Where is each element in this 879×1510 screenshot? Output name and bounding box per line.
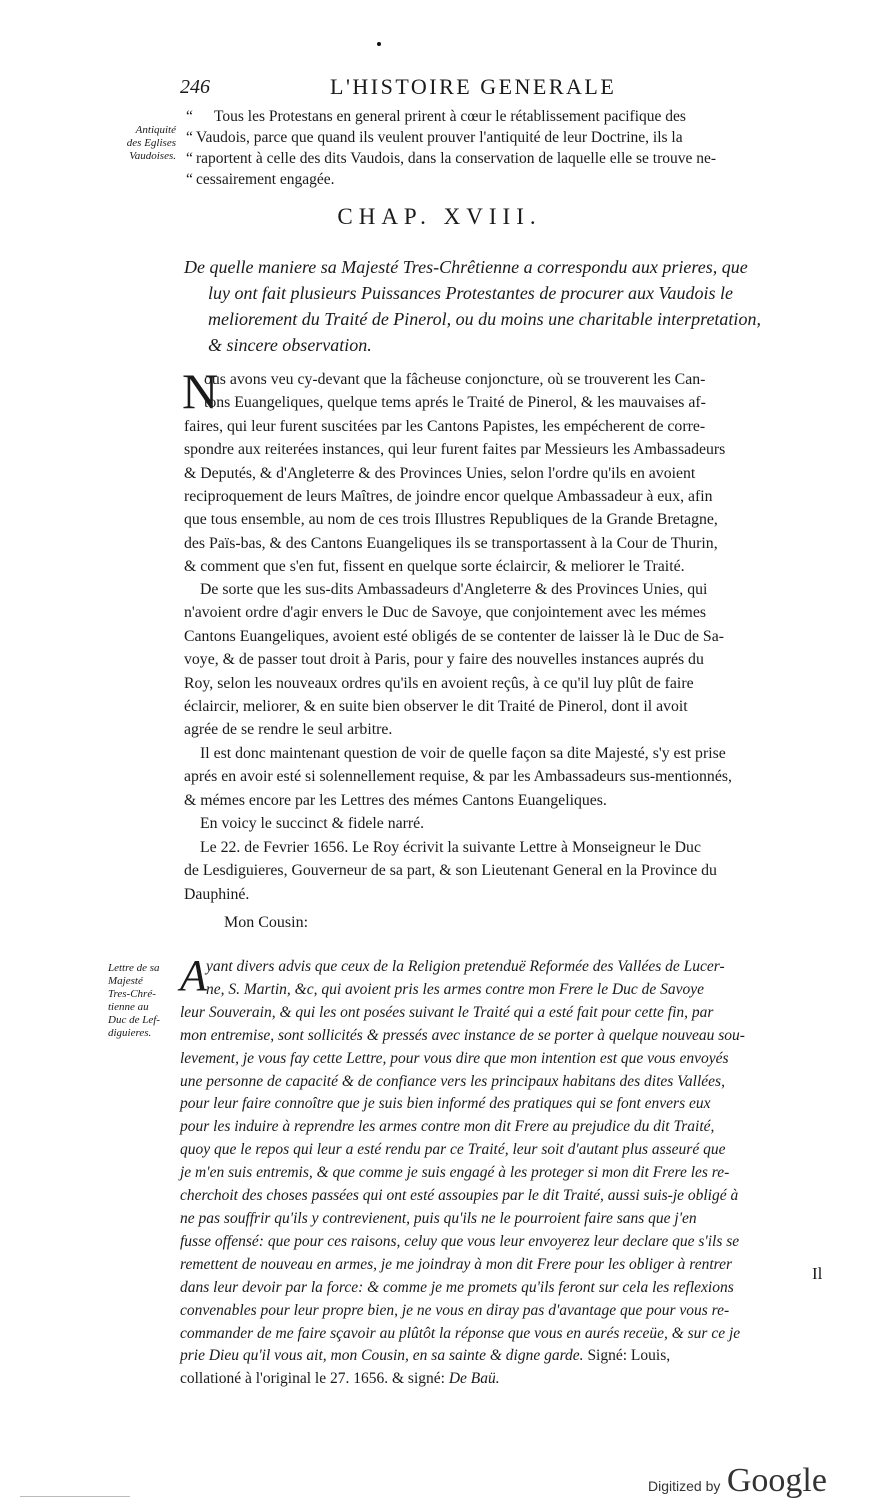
letter-line: fusse offensé: que pour ces raisons, celuy que vous leur envoyerez leur declare que s'ils se bbox=[180, 1232, 740, 1250]
page-number: 246 bbox=[180, 76, 210, 98]
body-line: spondre aux reiterées instances, qui leur furent faites par Messieurs les Ambassadeurs bbox=[184, 441, 726, 459]
body-line: Le 22. de Fevrier 1656. Le Roy écrivit la suivante Lettre à Monseigneur le Duc bbox=[200, 839, 701, 856]
letter-line: ne, S. Martin, &c, qui avoient pris les armes contre mon Frere le Duc de Savoye bbox=[206, 980, 705, 998]
body-paragraph-4 bbox=[184, 812, 830, 835]
quote-mark: “ bbox=[186, 129, 193, 146]
quote-mark: “ bbox=[186, 171, 193, 188]
chapter-title-line: De quelle maniere sa Majesté Tres-Chrêtienne a correspondu aux prieres, que bbox=[184, 257, 748, 277]
body-line: voye, & de passer tout droit à Paris, pour y faire des nouvelles instances auprés du bbox=[184, 651, 704, 669]
body-line: En voicy le succinct & fidele narré. bbox=[200, 815, 425, 832]
body-line: Dauphiné. bbox=[184, 885, 250, 903]
quote-mark: “ bbox=[186, 150, 193, 167]
margin-note-antiquite bbox=[104, 124, 176, 163]
chapter-title-line: meliorement du Traité de Pinerol, ou du moins une charitable interpretation, bbox=[208, 309, 761, 329]
body-line: aprés en avoir esté si solennellement requise, & par les Ambassadeurs sus-mentionnés, bbox=[184, 768, 732, 786]
margin-note-line: diguieres. bbox=[108, 1027, 152, 1039]
body-paragraph-2 bbox=[184, 578, 830, 742]
body-line: reciproquement de leurs Maîtres, de joindre encor quelque Ambassadeur à eux, afin bbox=[184, 488, 713, 506]
body-line: éclaircir, meliorer, & en suite bien observer le dit Traité de Pinerol, dont il avoit bbox=[184, 698, 688, 716]
margin-note-lettre bbox=[108, 962, 170, 1040]
letter-line: cherchoit des choses passées qui ont esté assoupies par le dit Traité, aussi suis-je obligé à bbox=[180, 1187, 739, 1205]
running-title: L'HISTOIRE GENERALE bbox=[330, 74, 617, 99]
body-line: que tous ensemble, au nom de ces trois Illustres Republiques de la Grande Bretagne, bbox=[184, 511, 718, 529]
digitized-by-google-watermark bbox=[648, 1462, 827, 1500]
margin-note-line: Majesté bbox=[108, 975, 143, 987]
quote-line: “ Tous les Protestans en general prirent à cœur le rétablissement pacifique des bbox=[186, 108, 686, 125]
digitized-prefix: Digitized by bbox=[648, 1478, 721, 1494]
body-line: n'avoient ordre d'agir envers le Duc de Savoye, que conjointement avec les mémes bbox=[184, 604, 706, 622]
quote-line: “ raportent à celle des dits Vaudois, dans la conservation de laquelle elle se trouve ne- bbox=[186, 150, 717, 167]
opening-quote bbox=[186, 106, 836, 190]
body-paragraph-1 bbox=[182, 363, 830, 579]
body-line: De sorte que les sus-dits Ambassadeurs d'Angleterre & des Provinces Unies, qui bbox=[200, 581, 708, 598]
body-paragraph-3 bbox=[184, 742, 830, 812]
running-header bbox=[180, 76, 832, 104]
body-line: Il est donc maintenant question de voir de quelle façon sa dite Majesté, s'y est prise bbox=[200, 745, 726, 762]
margin-note-line: des Eglises bbox=[126, 137, 176, 149]
body-line: & comment que s'en fut, fissent en quelque sorte éclaircir, & meliorer le Traité. bbox=[184, 558, 685, 576]
body-line: de Lesdiguieres, Gouverneur de sa part, & son Lieutenant General en la Province du bbox=[184, 862, 717, 880]
letter-line: levement, je vous fay cette Lettre, pour vous dire que mon intention est que vous envoyés bbox=[180, 1049, 729, 1067]
letter-closing: prie Dieu qu'il vous ait, mon Cousin, en sa sainte & digne garde. bbox=[180, 1347, 584, 1365]
letter-drop-cap: A bbox=[180, 951, 207, 1000]
page-dot bbox=[377, 42, 381, 46]
letter-line: une personne de capacité & de confiance vers les principaux habitans des dites Vallées, bbox=[180, 1072, 725, 1090]
letter-line: dans leur devoir par la force: & comme je me promets qu'ils feront sur cela les reflexions bbox=[180, 1278, 734, 1296]
body-line: faires, qui leur furent suscitées par les Cantons Papistes, les empécherent de corre- bbox=[184, 417, 706, 435]
letter-line: leur Souverain, & qui les ont posées suivant le Traité qui a esté fait pour cette fin, par bbox=[180, 1003, 714, 1021]
margin-note-line: Duc de Lef- bbox=[108, 1014, 160, 1026]
body-line: & mémes encore par les Lettres des mémes Cantons Euangeliques. bbox=[184, 791, 607, 809]
margin-note-line: Lettre de sa bbox=[108, 962, 160, 974]
letter-line-last bbox=[180, 1345, 830, 1368]
body-paragraph-5 bbox=[184, 836, 830, 906]
quote-line: “ Vaudois, parce que quand ils veulent prouver l'antiquité de leur Doctrine, ils la bbox=[186, 129, 683, 146]
chapter-heading: CHAP. XVIII. bbox=[337, 204, 542, 229]
letter-line: pour les induire à reprendre les armes contre mon dit Frere au prejudice du dit Traité, bbox=[180, 1118, 715, 1136]
collation-line bbox=[180, 1368, 830, 1391]
bottom-rule bbox=[20, 1496, 130, 1497]
body-line: Roy, selon les nouveaux ordres qu'ils en avoient reçûs, à ce qu'il luy plût de faire bbox=[184, 674, 694, 692]
salutation: Mon Cousin: bbox=[224, 914, 309, 931]
signer-name: De Baü. bbox=[448, 1370, 500, 1388]
quote-line: “ cessairement engagée. bbox=[186, 171, 335, 188]
body-line: tons Euangeliques, quelque tems aprés le Traité de Pinerol, & les mauvaises af- bbox=[204, 394, 706, 412]
quote-mark: “ bbox=[186, 108, 193, 125]
chapter-title-line: & sincere observation. bbox=[208, 335, 372, 355]
letter-line: yant divers advis que ceux de la Religion pretenduë Reformée des Vallées de Lucer- bbox=[206, 958, 725, 975]
royal-letter bbox=[180, 951, 830, 1391]
letter-line: je m'en suis entremis, & que comme je suis engagé à les proteger si mon dit Frere les re- bbox=[180, 1164, 730, 1182]
chapter-title-line: luy ont fait plusieurs Puissances Protestantes de procurer aux Vaudois le bbox=[208, 283, 733, 303]
signature-louis: Signé: Louis, bbox=[587, 1347, 671, 1365]
drop-cap: N bbox=[182, 363, 219, 419]
letter-line: pour leur faire connoître que je suis bien informé des pratiques qui se font envers eux bbox=[180, 1095, 711, 1113]
chapter-title bbox=[184, 254, 836, 358]
margin-note-line: Antiquité bbox=[135, 124, 176, 136]
letter-line: mon entremise, sont sollicités & pressés avec instance de se porter à quelque nouveau sou- bbox=[180, 1026, 745, 1044]
collation-text: collationé à l'original le 27. 1656. & signé: bbox=[180, 1370, 445, 1388]
letter-line: quoy que le repos qui leur a esté rendu par ce Traité, leur soit d'autant plus asseuré que bbox=[180, 1141, 726, 1159]
letter-line: convenables pour leur propre bien, je ne vous en diray pas d'avantage que pour vous re- bbox=[180, 1301, 730, 1319]
body-line: agrée de se rendre le seul arbitre. bbox=[184, 721, 393, 739]
letter-line: ne pas souffrir qu'ils y contrevienent, puis qu'ils ne le pourroient faire sans que j'en bbox=[180, 1209, 697, 1227]
margin-note-line: Tres-Chré- bbox=[108, 988, 156, 1000]
catchword: Il bbox=[812, 1264, 823, 1283]
letter-line: remettent de nouveau en armes, je me joindray à mon dit Frere pour les obliger à rentrer bbox=[180, 1255, 733, 1273]
margin-note-line: tienne au bbox=[108, 1001, 149, 1013]
body-line: & Deputés, & d'Angleterre & des Provinces Unies, selon l'ordre qu'ils en avoient bbox=[184, 464, 696, 482]
body-line: des Païs-bas, & des Cantons Euangeliques ils se transportassent à la Cour de Thurin, bbox=[184, 534, 718, 552]
letter-line: commander de me faire sçavoir au plûtôt la réponse que vous en aurés receüe, & sur ce je bbox=[180, 1324, 741, 1342]
body-line: Cantons Euangeliques, avoient esté obligés de se contenter de laisser là le Duc de Sa- bbox=[184, 627, 724, 645]
google-wordmark: Google bbox=[726, 1462, 827, 1499]
body-line: ous avons veu cy-devant que la fâcheuse conjoncture, où se trouverent les Can- bbox=[204, 371, 706, 388]
margin-note-line: Vaudoises. bbox=[129, 150, 176, 162]
